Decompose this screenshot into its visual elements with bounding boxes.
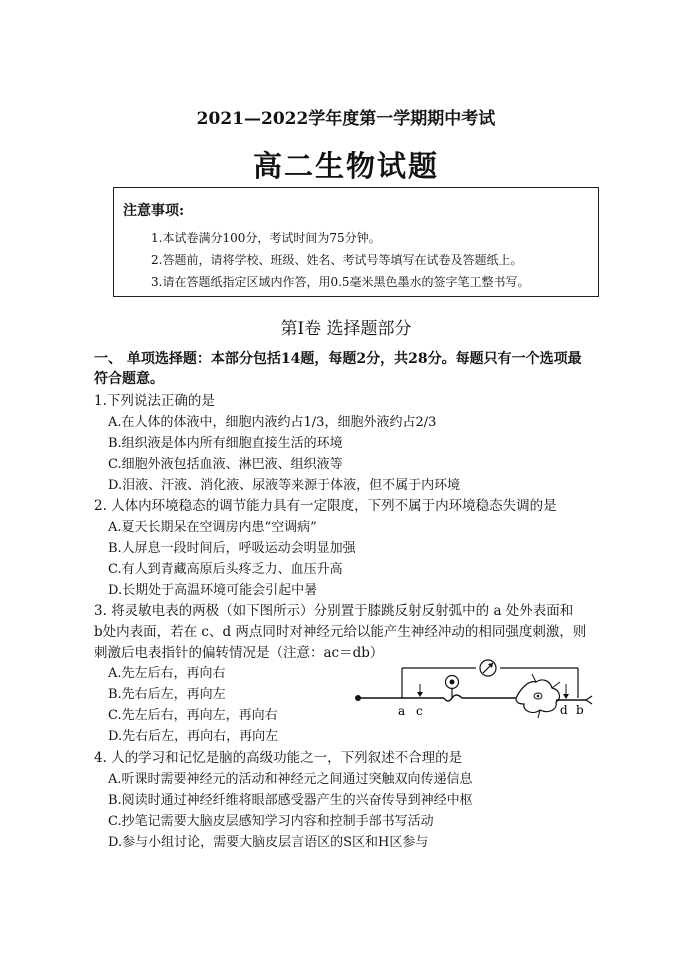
stimulus-arrow-c — [417, 684, 423, 697]
notice-title: 注意事项: — [123, 203, 185, 219]
part-heading-line2: 符合题意。 — [94, 371, 164, 387]
question-4-option-b: B.阅读时通过神经纤维将眼部感受器产生的兴奋传导到神经中枢 — [108, 793, 473, 808]
question-1-stem: 1.下列说法正确的是 — [94, 393, 215, 409]
question-3-option-b: B.先右后左，再向左 — [108, 687, 226, 702]
label-a: a — [398, 704, 406, 718]
label-d: d — [560, 703, 568, 717]
question-1-option-c: C.细胞外液包括血液、淋巴液、组织液等 — [108, 457, 343, 472]
question-2-stem: 2. 人体内环境稳态的调节能力具有一定限度，下列不属于内环境稳态失调的是 — [94, 498, 557, 514]
exam-title: 2021—2022学年度第一学期期中考试 — [196, 109, 496, 129]
section-heading: 第Ⅰ卷 选择题部分 — [280, 319, 412, 339]
question-3-option-c: C.先左后右，再向左，再向右 — [108, 708, 278, 723]
subject-title: 高二生物试题 — [252, 149, 439, 183]
part-heading-line1: 一、 单项选择题：本部分包括14题，每题2分，共28分。每题只有一个选项最 — [94, 351, 582, 367]
question-4-stem: 4. 人的学习和记忆是脑的高级功能之一，下列叙述不合理的是 — [94, 750, 463, 766]
notice-item-1: 1.本试卷满分100分，考试时间为75分钟。 — [151, 231, 381, 245]
question-3-stem-line2: b处内表面，若在 c、d 两点同时对神经元给以能产生神经冲动的相同强度刺激，则 — [94, 624, 587, 640]
label-c: c — [416, 704, 423, 718]
notice-item-3: 3.请在答题纸指定区域内作答，用0.5毫米黑色墨水的签字笔工整书写。 — [151, 275, 530, 289]
ganglion-cell-icon — [446, 676, 459, 689]
fiber-synapse-segment — [444, 695, 516, 701]
neuron-body-icon — [516, 674, 560, 718]
question-2-option-a: A.夏天长期呆在空调房内患“空调病” — [108, 520, 317, 535]
question-1-option-b: B.组织液是体内所有细胞直接生活的环境 — [108, 436, 343, 451]
label-b: b — [576, 703, 584, 717]
question-4-option-a: A.听课时需要神经元的活动和神经元之间通过突触双向传递信息 — [108, 772, 473, 787]
question-3-stem-line1: 3. 将灵敏电表的两极（如下图所示）分别置于膝跳反射反射弧中的 a 处外表面和 — [94, 603, 574, 619]
question-2-option-d: D.长期处于高温环境可能会引起中暑 — [108, 583, 318, 598]
question-4-option-d: D.参与小组讨论，需要大脑皮层言语区的S区和H区参与 — [108, 835, 429, 850]
question-1-option-d: D.泪液、汗液、消化液、尿液等来源于体液，但不属于内环境 — [108, 478, 461, 493]
question-3-option-d: D.先右后左，再向右，再向左 — [108, 729, 279, 744]
question-2-option-b: B.人屏息一段时间后，呼吸运动会明显加强 — [108, 541, 356, 556]
question-3-stem-line3: 刺激后电表指针的偏转情况是（注意：ac＝db） — [94, 645, 384, 661]
question-1-option-a: A.在人体的体液中，细胞内液约占1/3，细胞外液约占2/3 — [108, 415, 437, 430]
effector-ending — [586, 696, 592, 704]
question-2-option-c: C.有人到青藏高原后头疼乏力、血压升高 — [108, 562, 343, 577]
question-4-option-c: C.抄笔记需要大脑皮层感知学习内容和控制手部书写活动 — [108, 814, 434, 829]
question-3-option-a: A.先左后右，再向右 — [108, 666, 226, 681]
reflex-arc-diagram — [340, 658, 600, 720]
notice-item-2: 2.答题前，请将学校、班级、姓名、考试号等填写在试卷及答题纸上。 — [151, 253, 523, 267]
stimulus-arrow-d — [563, 684, 569, 699]
galvanometer-icon — [480, 660, 496, 676]
